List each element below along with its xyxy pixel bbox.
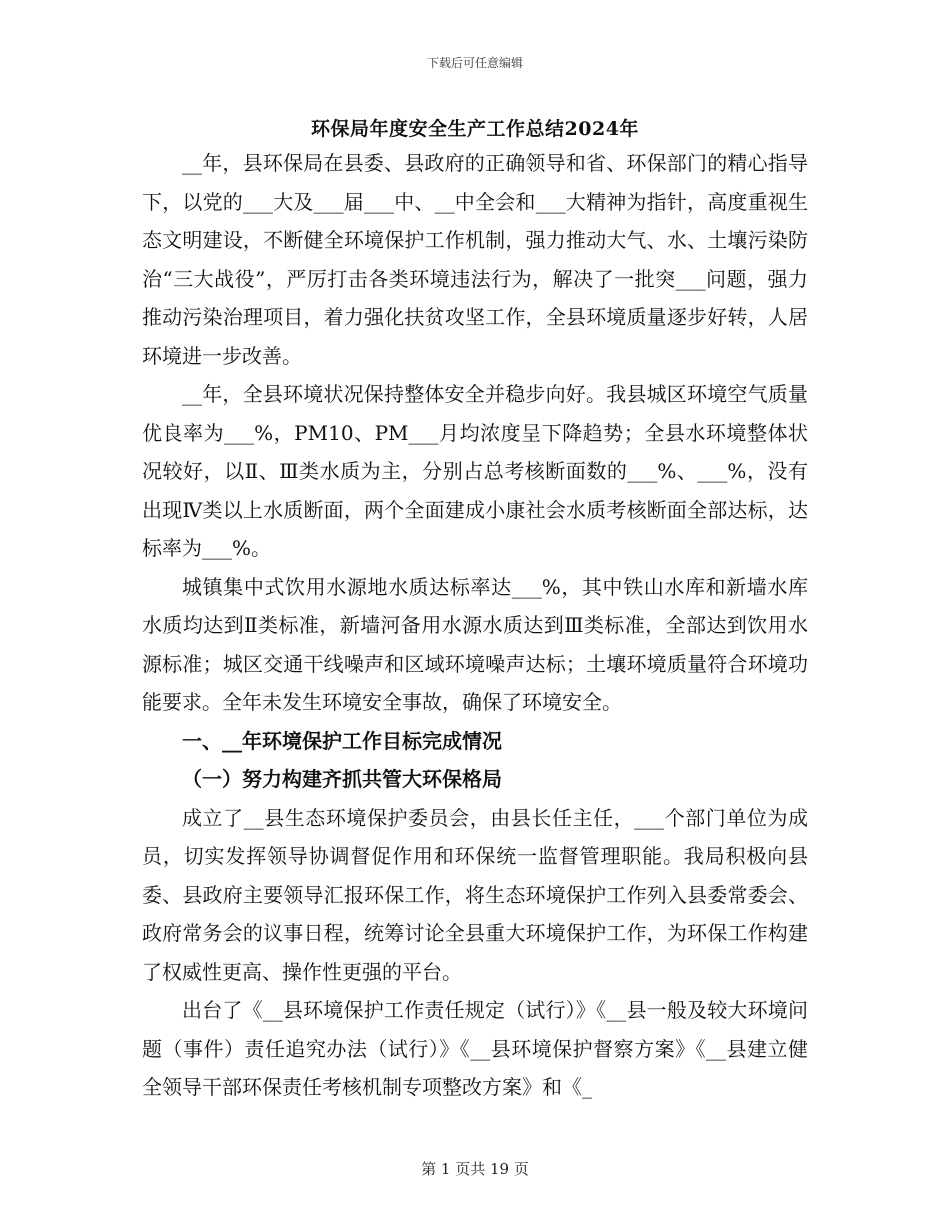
subsection-heading: （一）努力构建齐抓共管大环保格局: [182, 767, 502, 791]
page-footer: 第 1 页共 19 页: [421, 1160, 529, 1178]
document-title: 环保局年度安全生产工作总结2024年: [311, 118, 639, 140]
header-note: 下载后可任意编辑: [426, 56, 523, 70]
paragraph: 出台了《__县环境保护工作责任规定（试行）》《__县一般及较大环境问题（事件）责任追究办法（试行）》《__县环境保护督察方案》《__县建立健全领导干部环保责任考核机制专项整改方案》和《_: [142, 998, 808, 1099]
paragraph: 成立了__县生态环境保护委员会，由县长任主任，___个部门单位为成员，切实发挥领导协调督促作用和环保统一监督管理职能。我局积极向县委、县政府主要领导汇报环保工作，将生态环境保护工作列入县委常委会、政府常务会的议事日程，统筹讨论全县重大环境保护工作，为环保工作构建了权威性更高、操作性更强的平台。: [142, 805, 808, 984]
paragraph: __年，县环保局在县委、县政府的正确领导和省、环保部门的精心指导下，以党的___大及___届___中、__中全会和___大精神为指针，高度重视生态文明建设，不断健全环境保护工作机制，强力推动大气、水、土壤污染防治“三大战役”，严厉打击各类环境违法行为，解决了一批突___问题，强力推动污染治理项目，着力强化扶贫攻坚工作，全县环境质量逐步好转，人居环境进一步改善。: [142, 151, 808, 368]
section-heading: 一、__年环境保护工作目标完成情况: [182, 728, 502, 753]
document-body: [142, 144, 808, 1107]
paragraph: __年，全县环境状况保持整体安全并稳步向好。我县城区环境空气质量优良率为___%，PM10、PM___月均浓度呈下降趋势；全县水环境整体状况较好，以Ⅱ、Ⅲ类水质为主，分别占总考核断面数的___%、___%，没有出现Ⅳ类以上水质断面，两个全面建成小康社会水质考核断面全部达标，达标率为___%。: [142, 382, 808, 560]
paragraph: 城镇集中式饮用水源地水质达标率达___%，其中铁山水库和新墙水库水质均达到Ⅱ类标准，新墙河备用水源水质达到Ⅲ类标准，全部达到饮用水源标准；城区交通干线噪声和区域环境噪声达标；土壤环境质量符合环境功能要求。全年未发生环境安全事故，确保了环境安全。: [142, 574, 808, 714]
